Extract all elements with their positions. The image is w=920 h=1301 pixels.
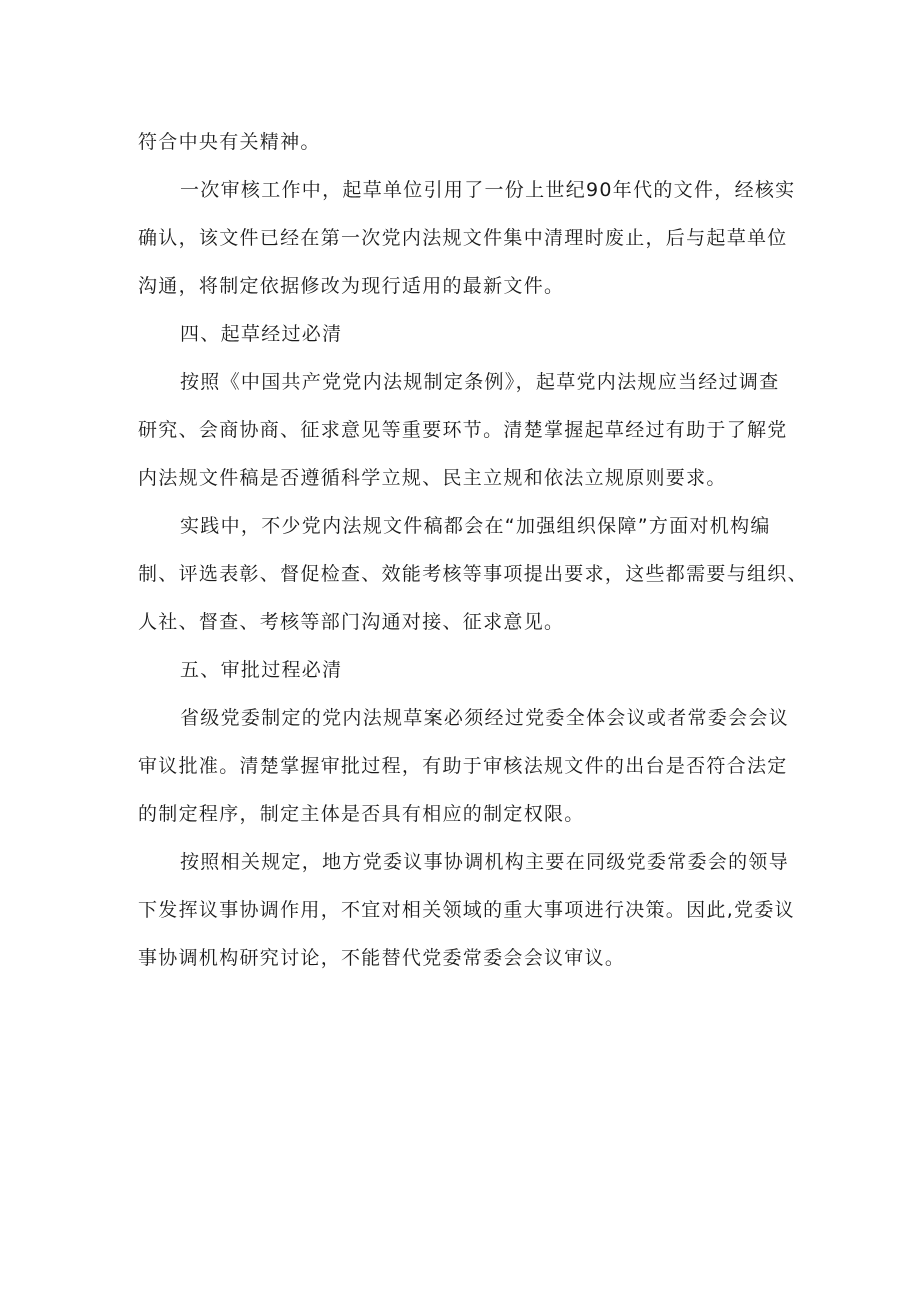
paragraph-line: 沟通，将制定依据修改为现行适用的最新文件。 bbox=[138, 275, 565, 297]
section-heading: 五、审批过程必清 bbox=[180, 659, 343, 681]
paragraph-line: 的制定程序，制定主体是否具有相应的制定权限。 bbox=[138, 803, 585, 825]
paragraph-line: 一次审核工作中，起草单位引用了一份上世纪90年代的文件，经核实 bbox=[180, 179, 796, 201]
paragraph-line: 事协调机构研究讨论，不能替代党委常委会会议审议。 bbox=[138, 947, 626, 969]
section-heading: 四、起草经过必清 bbox=[180, 323, 343, 345]
paragraph-line: 按照《中国共产党党内法规制定条例》，起草党内法规应当经过调查 bbox=[180, 371, 780, 393]
paragraph-line: 审议批准。清楚掌握审批过程，有助于审核法规文件的出台是否符合法定 bbox=[138, 755, 788, 777]
paragraph-line: 按照相关规定，地方党委议事协调机构主要在同级党委常委会的领导 bbox=[180, 851, 790, 873]
paragraph-line: 确认，该文件已经在第一次党内法规文件集中清理时废止，后与起草单位 bbox=[138, 227, 788, 249]
paragraph-line: 人社、督查、考核等部门沟通对接、征求意见。 bbox=[138, 611, 565, 633]
paragraph-line: 符合中央有关精神。 bbox=[138, 131, 321, 153]
document-body bbox=[138, 118, 808, 982]
paragraph-line: 实践中，不少党内法规文件稿都会在“加强组织保障”方面对机构编 bbox=[180, 515, 771, 537]
paragraph-line: 制、评选表彰、督促检查、效能考核等事项提出要求，这些都需要与组织、 bbox=[138, 563, 808, 585]
paragraph-line: 省级党委制定的党内法规草案必须经过党委全体会议或者常委会会议 bbox=[180, 707, 790, 729]
paragraph-line: 研究、会商协商、征求意见等重要环节。清楚掌握起草经过有助于了解党 bbox=[138, 419, 788, 441]
paragraph-line: 下发挥议事协调作用，不宜对相关领域的重大事项进行决策。因此,党委议 bbox=[138, 899, 795, 921]
paragraph-line: 内法规文件稿是否遵循科学立规、民主立规和依法立规原则要求。 bbox=[138, 467, 727, 489]
